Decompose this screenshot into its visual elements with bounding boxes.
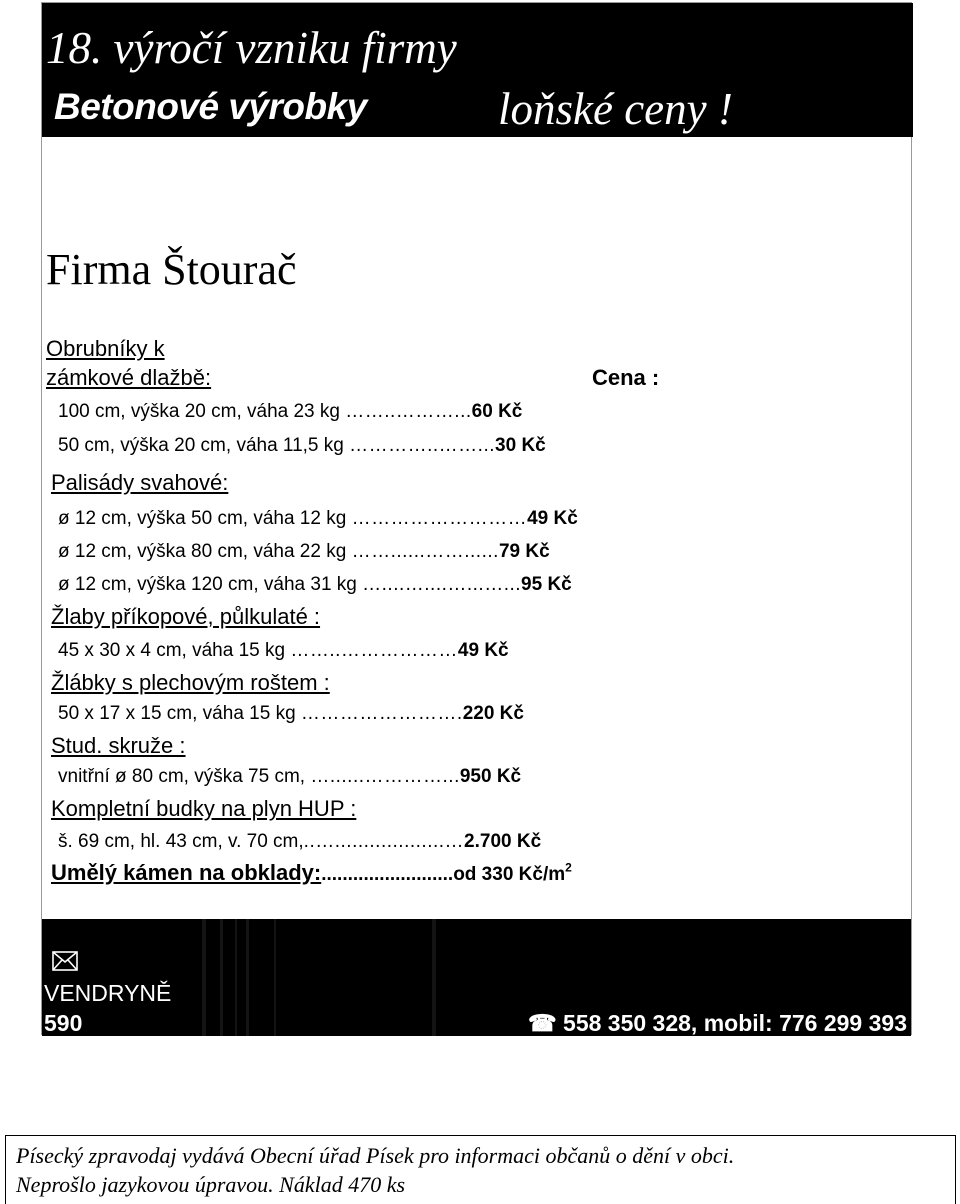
section-skruze: Stud. skruže : xyxy=(51,733,186,758)
note-line-1: Písecký zpravodaj vydává Obecní úřad Písek pro informaci občanů o dění v obci. xyxy=(16,1143,735,1168)
section-obrubniky-line2: zámkové dlažbě: xyxy=(46,365,212,390)
ad-footer xyxy=(42,919,911,1036)
price-header: Cena : xyxy=(592,365,660,390)
company-name: Firma Štourač xyxy=(46,245,297,294)
item-description: 45 x 30 x 4 cm, váha 15 kg xyxy=(58,640,291,661)
section-budky: Kompletní budky na plyn HUP : xyxy=(51,796,357,821)
phone-contact: ☎ 558 350 328, mobil: 776 299 393 xyxy=(527,1010,907,1036)
footer-texture xyxy=(274,919,276,1036)
ad-subtitle-prices: loňské ceny ! xyxy=(498,84,733,134)
item-price: 95 Kč xyxy=(521,574,572,595)
leader-dots: ..…...................… xyxy=(303,831,465,852)
price-row xyxy=(58,638,509,664)
item-description: ø 12 cm, výška 120 cm, váha 31 kg xyxy=(58,574,363,595)
item-price: 60 Kč xyxy=(471,401,523,422)
leader-dots: ……………………… xyxy=(351,508,528,529)
ad-title: 18. výročí vzniku firmy xyxy=(46,23,457,73)
price-row xyxy=(58,572,572,598)
item-description: vnitřní ø 80 cm, výška 75 cm, xyxy=(58,766,311,787)
footer-texture xyxy=(220,919,223,1036)
kamen-price: .........................od 330 Kč/m xyxy=(321,864,566,885)
section-zlabky: Žlábky s plechovým roštem : xyxy=(51,670,330,695)
address-street: VENDRYNĚ xyxy=(44,980,172,1006)
kamen-label: Umělý kámen na obklady: xyxy=(51,860,322,885)
item-description: ø 12 cm, výška 80 cm, váha 22 kg xyxy=(58,541,352,562)
item-price: 49 Kč xyxy=(527,508,578,529)
item-price: 220 Kč xyxy=(462,703,524,724)
ad-subtitle: Betonové výrobky xyxy=(54,86,367,127)
item-price: 30 Kč xyxy=(495,435,546,456)
item-description: 50 x 17 x 15 cm, váha 15 kg xyxy=(58,703,301,724)
price-row xyxy=(58,701,524,727)
note-line-2: Neprošlo jazykovou úpravou. Náklad 470 ks xyxy=(16,1172,406,1197)
leader-dots: ……......……...... xyxy=(351,541,499,562)
section-zlaby: Žlaby příkopové, půlkulaté : xyxy=(51,604,321,629)
price-row xyxy=(58,506,578,532)
newsletter-note xyxy=(5,1135,956,1204)
leader-dots: …....…....…...…... xyxy=(362,574,522,595)
leader-dots: …......…………... xyxy=(310,766,460,787)
leader-dots: ……..……………… xyxy=(290,640,458,661)
price-row xyxy=(58,539,550,565)
item-description: 50 cm, výška 20 cm, váha 11,5 kg xyxy=(58,435,350,456)
item-price: 49 Kč xyxy=(457,640,509,661)
ad-header xyxy=(42,3,913,137)
item-price: 2.700 Kč xyxy=(464,831,542,852)
kamen-unit-superscript: 2 xyxy=(565,860,572,875)
item-description: 100 cm, výška 20 cm, váha 23 kg xyxy=(58,401,346,422)
leader-dots: …………..……... xyxy=(349,435,496,456)
leader-dots: ……………………. xyxy=(300,703,463,724)
footer-texture xyxy=(246,919,249,1036)
price-row xyxy=(58,433,546,459)
item-price: 79 Kč xyxy=(498,541,550,562)
address-number: 590 xyxy=(44,1010,83,1036)
footer-texture xyxy=(235,919,237,1036)
footer-texture xyxy=(432,919,436,1036)
price-row xyxy=(58,399,522,425)
advertisement xyxy=(41,2,912,1035)
footer-texture xyxy=(202,919,206,1036)
item-description: š. 69 cm, hl. 43 cm, v. 70 cm, xyxy=(58,831,304,852)
item-price: 950 Kč xyxy=(459,766,522,787)
kamen-row xyxy=(51,859,572,889)
leader-dots: ……..………... xyxy=(345,401,472,422)
section-palisady: Palisády svahové: xyxy=(51,470,229,495)
item-description: ø 12 cm, výška 50 cm, váha 12 kg xyxy=(58,508,352,529)
envelope-icon xyxy=(52,951,78,971)
price-row xyxy=(58,764,521,790)
price-row xyxy=(58,829,541,855)
section-obrubniky-line1: Obrubníky k xyxy=(46,336,165,361)
